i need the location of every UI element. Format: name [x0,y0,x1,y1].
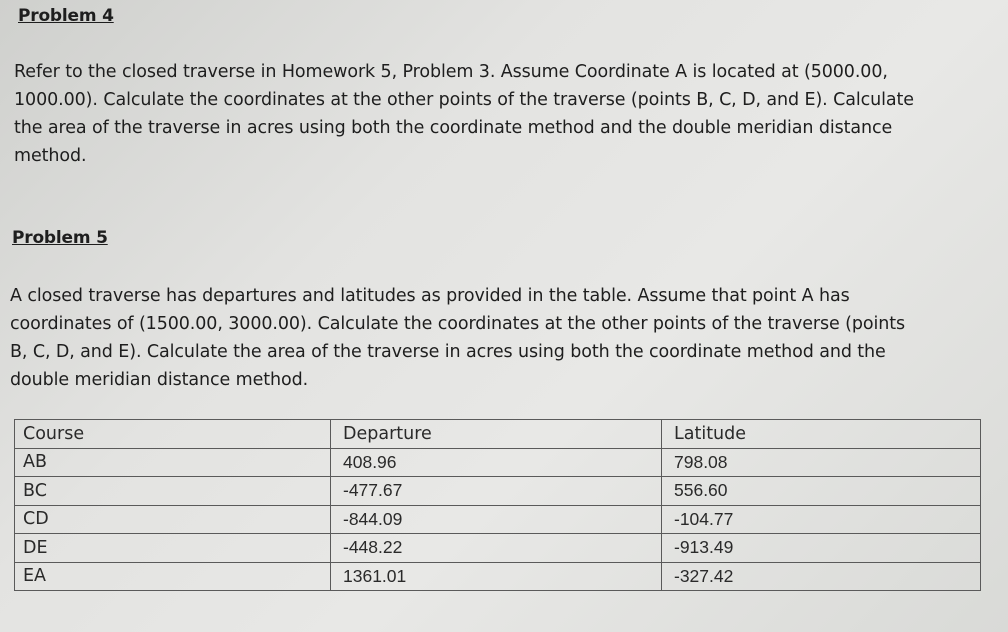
problem-5-line: B, C, D, and E). Calculate the area of the traverse in acres using both the coordinate method and the [10,342,886,362]
problem-4-text [14,58,999,170]
problem-5-heading: Problem 5 [12,228,108,248]
header-departure: Departure [331,420,662,449]
latitude-cell: 556.60 [662,477,981,506]
departure-cell: 408.96 [331,448,662,477]
departure-cell: -448.22 [331,534,662,563]
problem-5-line: coordinates of (1500.00, 3000.00). Calculate the coordinates at the other points of the traverse (points [10,314,906,334]
course-cell: CD [15,505,331,534]
problem-4-line: Refer to the closed traverse in Homework 5, Problem 3. Assume Coordinate A is located at (5000.00, [14,62,888,82]
problem-5-text [10,282,995,394]
traverse-table [14,419,981,591]
course-cell: EA [15,562,331,591]
course-cell: BC [15,477,331,506]
header-latitude: Latitude [662,420,981,449]
problem-5-line: A closed traverse has departures and latitudes as provided in the table. Assume that point A has [10,286,850,306]
table-row [15,505,981,534]
latitude-cell: 798.08 [662,448,981,477]
latitude-cell: -104.77 [662,505,981,534]
problem-4-line: the area of the traverse in acres using both the coordinate method and the double meridian distance [14,118,893,138]
course-cell: AB [15,448,331,477]
header-course: Course [15,420,331,449]
table-row [15,562,981,591]
table-row [15,534,981,563]
table-row [15,448,981,477]
problem-5-line: double meridian distance method. [10,370,309,390]
course-cell: DE [15,534,331,563]
table-header-row [15,420,981,449]
problem-4-heading: Problem 4 [18,6,114,26]
problem-4-line: method. [14,146,87,166]
latitude-cell: -913.49 [662,534,981,563]
departure-cell: -477.67 [331,477,662,506]
departure-cell: -844.09 [331,505,662,534]
latitude-cell: -327.42 [662,562,981,591]
problem-4-line: 1000.00). Calculate the coordinates at the other points of the traverse (points B, C, D, and E). Calculate [14,90,914,110]
table-row [15,477,981,506]
departure-cell: 1361.01 [331,562,662,591]
